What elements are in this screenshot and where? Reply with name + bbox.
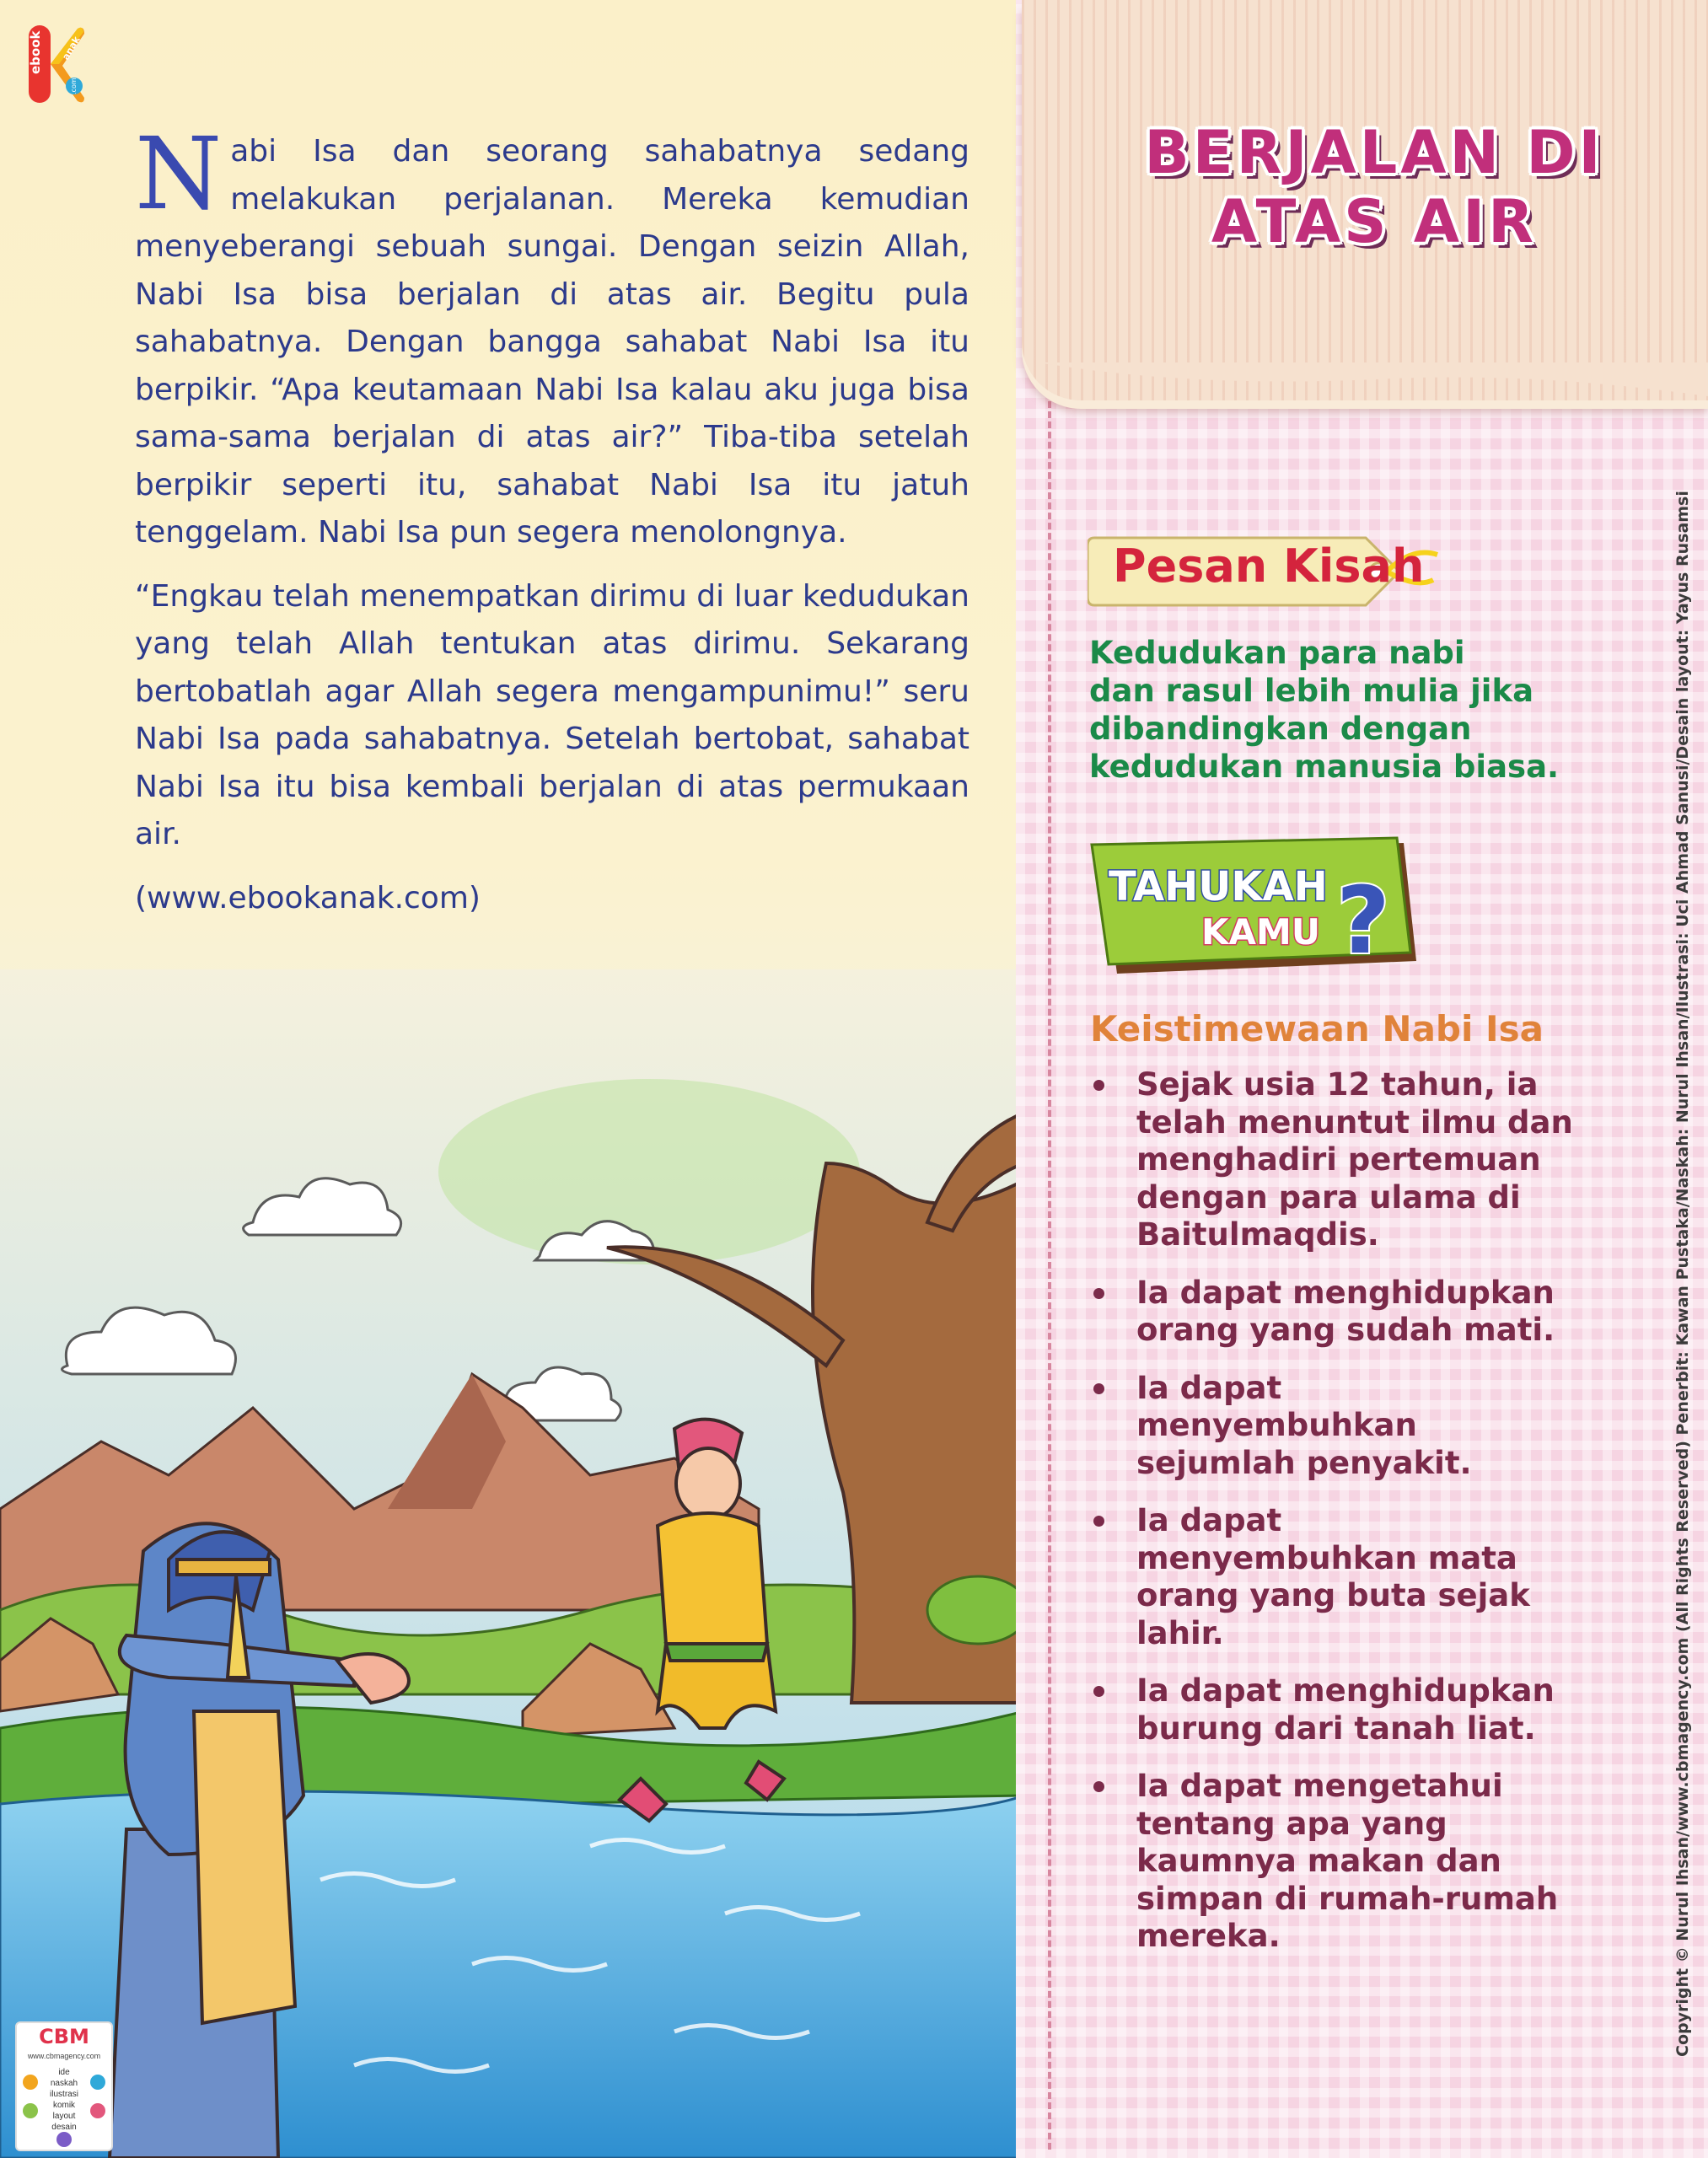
story-text [135, 115, 969, 938]
fact-line: Ia dapat menghidupkan [1136, 1672, 1555, 1709]
fact-line: mereka. [1136, 1918, 1281, 1954]
fact-item [1088, 1672, 1627, 1747]
fact-line: Baitulmaqdis. [1136, 1216, 1379, 1253]
dropcap-letter: N [135, 115, 223, 232]
keistimewaan-heading: Keistimewaan Nabi Isa [1090, 1008, 1544, 1049]
fact-line: Ia dapat [1136, 1369, 1282, 1406]
logo-side-text: anak [60, 35, 83, 62]
fact-line: menyembuhkan mata [1136, 1539, 1517, 1576]
illustration-scene [0, 969, 1024, 2158]
pesan-line: kedudukan manusia biasa. [1089, 749, 1560, 785]
cbm-service: desain [51, 2123, 77, 2132]
tahukah-kamu-badge [1083, 835, 1437, 982]
logo-bottom-text: .com [70, 78, 78, 94]
bush [927, 1576, 1024, 1644]
pesan-kisah-label: Pesan Kisah [1113, 540, 1425, 593]
fact-line: kaumnya makan dan [1136, 1843, 1501, 1879]
story-paragraph-1-text: abi Isa dan seorang sahabatnya sedang melakukan perjalanan. Mereka kemudian menyeberangi sebuah sungai. Dengan seizin Allah, Nabi Isa bisa berjalan di atas air. Begitu pula sahabatnya. Dengan bangga sahabat Nabi Isa itu berpikir. “Apa keutamaan Nabi Isa kalau aku juga bisa sama-sama berjalan di atas air?” Tiba-tiba setelah berpikir seperti itu, sahabat Nabi Isa itu jatuh tenggelam. Nabi Isa pun segera menolongnya. [135, 134, 969, 550]
fact-item [1088, 1768, 1627, 1956]
cbm-url: www.cbmagency.com [27, 2052, 101, 2060]
pesan-line: dibandingkan dengan [1089, 711, 1472, 747]
question-mark-icon: ? [1336, 867, 1390, 974]
fact-line: Ia dapat [1136, 1502, 1282, 1538]
fact-line: menghadiri pertemuan [1136, 1141, 1541, 1178]
pesan-line: Kedudukan para nabi [1089, 635, 1465, 671]
story-title-line-2: ATAS AIR [1211, 187, 1538, 256]
fact-line: lahir. [1136, 1614, 1224, 1651]
cbm-service: ilustrasi [50, 2090, 78, 2099]
fact-line: simpan di rumah-rumah [1136, 1880, 1559, 1917]
stitch-line [1048, 371, 1051, 2150]
cbm-service: komik [52, 2101, 76, 2110]
fact-item [1088, 1066, 1627, 1254]
cbm-service: naskah [50, 2079, 78, 2088]
fact-line: orang yang sudah mati. [1136, 1312, 1555, 1348]
story-paragraph-2: “Engkau telah menempatkan dirimu di luar kedudukan yang telah Allah tentukan atas dirimu. Sekarang bertobatlah agar Allah segera mengampunimu!” seru Nabi Isa pada sahabatnya. Setelah bertobat, sahabat Nabi Isa itu bisa kembali berjalan di atas permukaan air. [135, 578, 969, 851]
fact-line: orang yang buta sejak [1136, 1577, 1530, 1613]
copyright-text: Copyright © Nurul Ihsan/www.cbmagency.com (All Rights Reserved) Penerbit: Kawan Pustaka/Naskah: Nurul Ihsan/Ilustrasi: Uci Ahmad Sanusi/Desain layout: Yayus Rusamsi [1673, 491, 1692, 2057]
cbm-service: ide [58, 2068, 70, 2077]
fact-line: tentang apa yang [1136, 1805, 1448, 1842]
fact-item [1088, 1275, 1627, 1350]
fact-item [1088, 1370, 1627, 1483]
fact-list [1088, 1066, 1627, 1976]
fact-line: dengan para ulama di [1136, 1178, 1521, 1216]
cbm-title: CBM [39, 2025, 89, 2048]
pesan-line: dan rasul lebih mulia jika [1089, 673, 1534, 709]
fact-line: telah menuntut ilmu dan [1136, 1103, 1573, 1141]
ebookanak-logo[interactable] [24, 22, 88, 106]
fact-line: Ia dapat menghidupkan [1136, 1274, 1555, 1311]
cbm-services [42, 2067, 86, 2133]
fact-line: sejumlah penyakit. [1136, 1444, 1472, 1481]
logo-top-text: ebook [28, 30, 43, 74]
fact-line: Sejak usia 12 tahun, ia [1136, 1066, 1539, 1103]
story-paragraph-1 [135, 115, 969, 557]
cbm-agency-badge[interactable] [15, 2021, 113, 2151]
pesan-kisah-text [1089, 634, 1595, 786]
cbm-service: layout [52, 2112, 76, 2121]
fact-line: burung dari tanah liat. [1136, 1710, 1536, 1747]
fact-item [1088, 1502, 1627, 1652]
story-source: (www.ebookanak.com) [135, 880, 481, 915]
title-block-edge [1022, 362, 1708, 430]
tahukah-word: TAHUKAH [1109, 863, 1328, 910]
story-title-line-1: BERJALAN DI [1144, 118, 1604, 187]
story-title [1054, 118, 1695, 256]
tree-foliage-haze [438, 1079, 860, 1264]
kamu-word: KAMU [1201, 911, 1320, 953]
fact-line: Ia dapat mengetahui [1136, 1768, 1503, 1804]
fact-line: menyembuhkan [1136, 1407, 1417, 1443]
